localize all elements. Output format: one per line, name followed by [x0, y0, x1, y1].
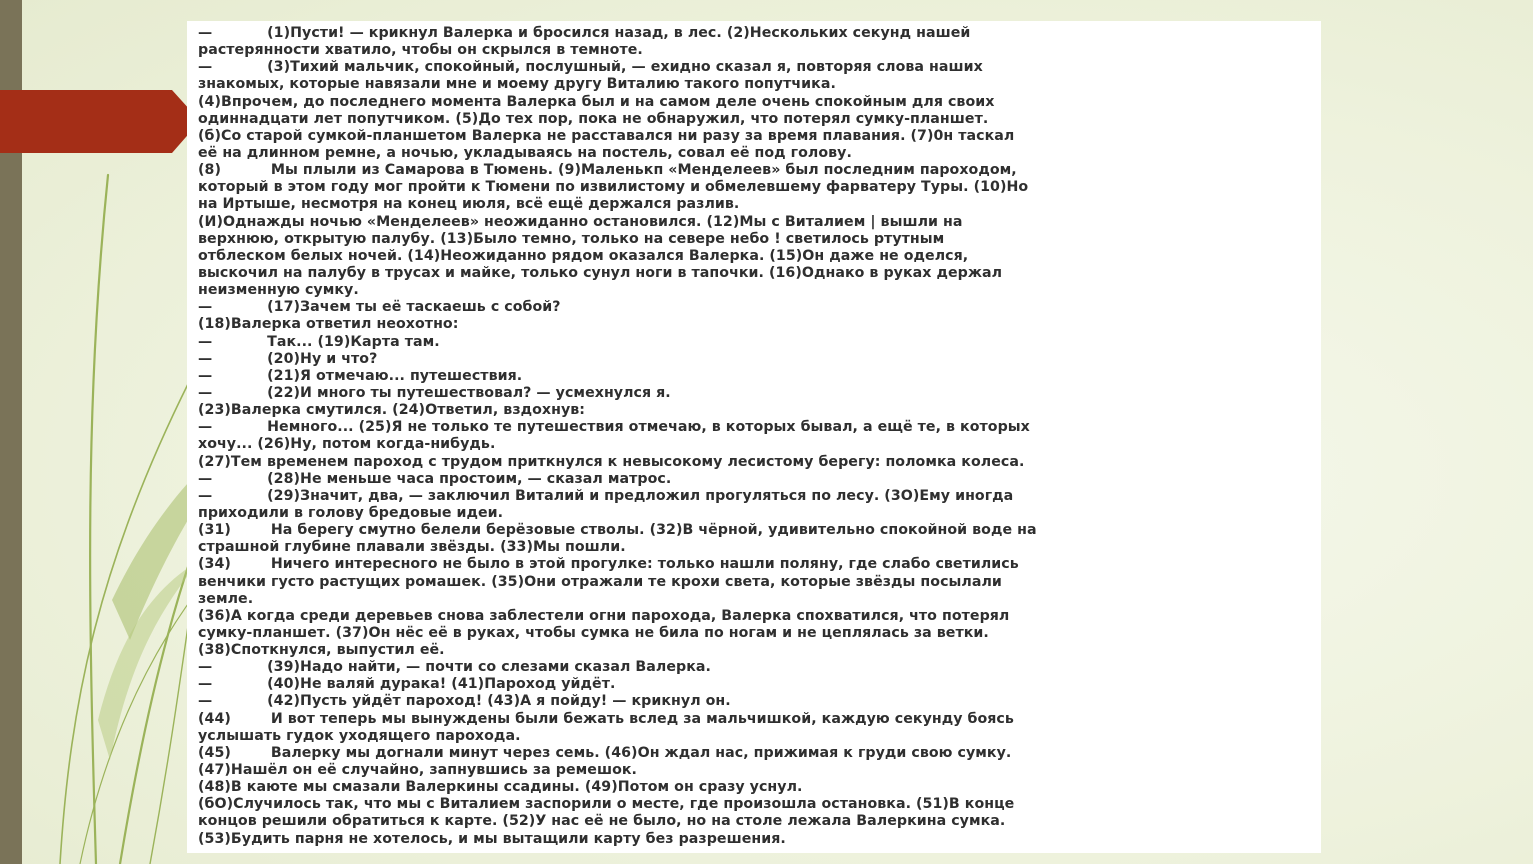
text-line: отблеском белых ночей. (14)Неожиданно рядом оказался Валерка. (15)Он даже не оделся,: [198, 247, 969, 264]
text-line: концов решили обратиться к карте. (52)У нас её не было, но на столе лежала Валеркина сумка.: [198, 813, 1006, 830]
story-text: [198, 25, 1318, 848]
text-line: знакомых, которые навязали мне и моему другу Виталию такого попутчика.: [198, 76, 836, 93]
text-line: (44) И вот теперь мы вынуждены были бежать вслед за мальчишкой, каждую секунду боясь: [198, 710, 1014, 727]
text-line: — (3)Тихий мальчик, спокойный, послушный, — ехидно сказал я, повторяя слова наших: [198, 59, 983, 76]
text-line: (бО)Случилось так, что мы с Виталием заспорили о месте, где произошла остановка. (51)В конце: [198, 796, 1015, 813]
text-line: — (39)Надо найти, — почти со слезами сказал Валерка.: [198, 659, 711, 676]
text-line: (48)В каюте мы смазали Валеркины ссадины. (49)Потом он сразу уснул.: [198, 779, 803, 796]
text-line: (53)Будить парня не хотелось, и мы вытащили карту без разрешения.: [198, 830, 786, 847]
text-line: — (17)Зачем ты её таскаешь с собой?: [198, 299, 561, 316]
text-line: (27)Тем временем пароход с трудом приткнулся к невысокому лесистому берегу: поломка колеса.: [198, 453, 1025, 470]
text-line: (4)Впрочем, до последнего момента Валерка был и на самом деле очень спокойным для своих: [198, 93, 995, 110]
text-line: неизменную сумку.: [198, 282, 359, 299]
text-line: выскочил на палубу в трусах и майке, только сунул ноги в тапочки. (16)Однако в руках держал: [198, 264, 1003, 281]
text-line: (34) Ничего интересного не было в этой прогулке: только нашли поляну, где слабо светились: [198, 556, 1019, 573]
text-line: (8) Мы плыли из Самарова в Тюмень. (9)Маленькп «Менделеев» был последним пароходом,: [198, 162, 1017, 179]
text-line: — (22)И много ты путешествовал? — усмехнулся я.: [198, 384, 671, 401]
text-line: (И)Однажды ночью «Менделеев» неожиданно остановился. (12)Мы с Виталием | вышли на: [198, 213, 963, 230]
text-line: — (20)Ну и что?: [198, 350, 378, 367]
text-line: растерянности хватило, чтобы он скрылся в темноте.: [198, 42, 643, 59]
text-line: земле.: [198, 590, 254, 607]
text-line: приходили в голову бредовые идеи.: [198, 504, 504, 521]
text-line: (38)Споткнулся, выпустил её.: [198, 642, 445, 659]
text-line: верхнюю, открытую палубу. (13)Было темно, только на севере небо ! светилось ртутным: [198, 230, 945, 247]
text-line: который в этом году мог пройти к Тюмени по извилистому и обмелевшему фарватеру Туры. (10)Но: [198, 179, 1029, 196]
text-line: (б)Со старой сумкой-планшетом Валерка не расставался ни разу за время плавания. (7)0н таскал: [198, 127, 1015, 144]
text-line: — Немного... (25)Я не только те путешествия отмечаю, в которых бывал, а ещё те, в которых: [198, 419, 1030, 436]
text-line: (36)А когда среди деревьев снова заблестели огни парохода, Валерка спохватился, что потерял: [198, 607, 1010, 624]
text-line: услышать гудок уходящего парохода.: [198, 727, 521, 744]
text-line: — (21)Я отмечаю... путешествия.: [198, 367, 523, 384]
text-line: — (42)Пусть уйдёт пароход! (43)А я пойду! — крикнул он.: [198, 693, 731, 710]
text-page: [187, 21, 1321, 853]
text-line: — (40)Не валяй дурака! (41)Пароход уйдёт.: [198, 676, 616, 693]
text-line: на Иртыше, несмотря на конец июля, всё ещё держался разлив.: [198, 196, 740, 213]
text-line: (45) Валерку мы догнали минут через семь. (46)Он ждал нас, прижимая к груди свою сумку.: [198, 744, 1012, 761]
text-line: (23)Валерка смутился. (24)Ответил, вздохнув:: [198, 402, 586, 419]
text-line: — (1)Пусти! — крикнул Валерка и бросился назад, в лес. (2)Нескольких секунд нашей: [198, 25, 971, 41]
text-line: (31) На берегу смутно белели берёзовые стволы. (32)В чёрной, удивительно спокойной воде на: [198, 522, 1037, 539]
text-line: сумку-планшет. (37)Он нёс её в руках, чтобы сумка не била по ногам и не цеплялась за ветки.: [198, 624, 989, 641]
text-line: (18)Валерка ответил неохотно:: [198, 316, 459, 333]
text-line: — Так... (19)Карта там.: [198, 333, 440, 350]
text-line: одиннадцати лет попутчиком. (5)До тех пор, пока не обнаружил, что потерял сумку-планшет.: [198, 110, 989, 127]
text-line: хочу... (26)Ну, потом когда-нибудь.: [198, 436, 496, 453]
text-line: (47)Нашёл он её случайно, запнувшись за ремешок.: [198, 762, 637, 779]
text-line: — (29)Значит, два, — заключил Виталий и предложил прогуляться по лесу. (3О)Ему иногда: [198, 487, 1014, 504]
text-line: её на длинном ремне, а ночью, укладываясь на постель, совал её под голову.: [198, 144, 852, 161]
text-line: страшной глубине плавали звёзды. (33)Мы пошли.: [198, 539, 626, 556]
text-line: венчики густо растущих ромашек. (35)Они отражали те крохи света, которые звёзды посылали: [198, 573, 1002, 590]
text-line: — (28)Не меньше часа простоим, — сказал матрос.: [198, 470, 672, 487]
